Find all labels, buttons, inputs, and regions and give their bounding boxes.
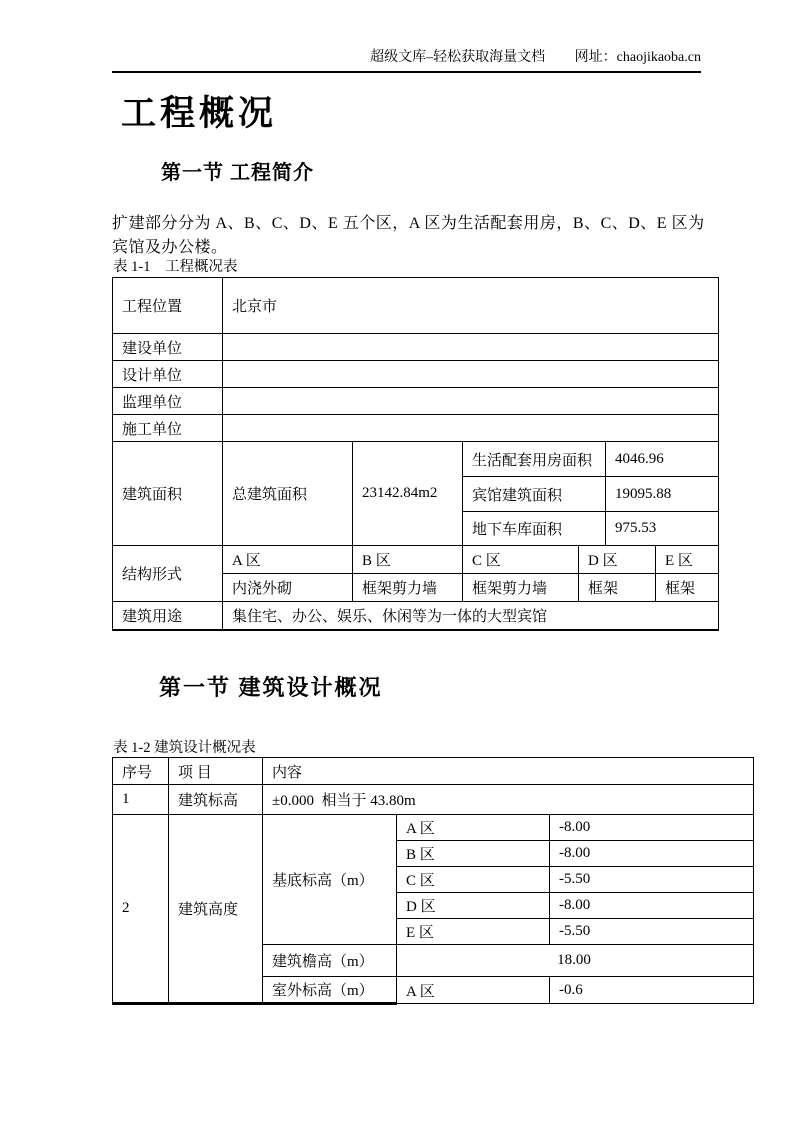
section1-heading: 第一节 工程简介 [161, 162, 314, 184]
cell-row1-no: 1 [113, 785, 169, 815]
page-header [112, 46, 701, 73]
table-row [113, 278, 719, 334]
cell-base-value-b: -8.00 [550, 841, 754, 867]
cell-total-area-value: 23142.84m2 [353, 442, 463, 546]
cell-base-elevation-label: 基底标高（m） [263, 815, 397, 945]
cell-subarea-garage-value: 975.53 [606, 512, 719, 546]
table-row [113, 442, 719, 477]
project-overview-table [112, 277, 719, 631]
design-overview-table [112, 757, 754, 1005]
table-row [113, 388, 719, 415]
cell-header-no: 序号 [113, 758, 169, 785]
cell-row1-item: 建筑标高 [169, 785, 263, 815]
cell-outdoor-zone-a: A 区 [397, 977, 550, 1004]
table-row [113, 785, 754, 815]
cell-supervision-unit-label: 监理单位 [113, 388, 223, 415]
cell-usage-label: 建筑用途 [113, 602, 223, 630]
table1-caption: 表 1-1 工程概况表 [113, 259, 238, 275]
cell-zone-a: A 区 [223, 546, 353, 574]
cell-location-value: 北京市 [223, 278, 719, 334]
cell-subarea-hotel-value: 19095.88 [606, 477, 719, 512]
cell-supervision-unit-value [223, 388, 719, 415]
cell-eave-height-label: 建筑檐高（m） [263, 945, 397, 977]
cell-structure-a: 内浇外砌 [223, 574, 353, 602]
cell-outdoor-value-a: -0.6 [550, 977, 754, 1004]
cell-base-zone-a: A 区 [397, 815, 550, 841]
cell-base-value-c: -5.50 [550, 867, 754, 893]
cell-location-label: 工程位置 [113, 278, 223, 334]
cell-header-content: 内容 [263, 758, 754, 785]
cell-structure-b: 框架剪力墙 [353, 574, 463, 602]
cell-row2-no: 2 [113, 815, 169, 1004]
cell-design-unit-value [223, 361, 719, 388]
intro-paragraph: 扩建部分分为 A、B、C、D、E 五个区，A 区为生活配套用房，B、C、D、E 区为宾馆及办公楼。 [112, 215, 705, 256]
cell-structure-e: 框架 [656, 574, 719, 602]
cell-eave-height-value: 18.00 [397, 945, 754, 977]
cell-subarea-living-label: 生活配套用房面积 [463, 442, 606, 477]
cell-base-zone-d: D 区 [397, 893, 550, 919]
header-site-name: 超级文库–轻松获取海量文档 [370, 50, 546, 65]
cell-base-zone-c: C 区 [397, 867, 550, 893]
cell-area-label: 建筑面积 [113, 442, 223, 546]
cell-design-unit-label: 设计单位 [113, 361, 223, 388]
cell-builder-unit-value [223, 415, 719, 442]
cell-usage-value: 集住宅、办公、娱乐、休闲等为一体的大型宾馆 [223, 602, 719, 630]
cell-zone-d: D 区 [579, 546, 656, 574]
cell-row1-content: ±0.000 相当于 43.80m [263, 785, 754, 815]
cell-zone-e: E 区 [656, 546, 719, 574]
cell-base-value-a: -8.00 [550, 815, 754, 841]
doc-title: 工程概况 [121, 94, 278, 133]
cell-subarea-living-value: 4046.96 [606, 442, 719, 477]
cell-zone-c: C 区 [463, 546, 579, 574]
cell-zone-b: B 区 [353, 546, 463, 574]
cell-subarea-garage-label: 地下车库面积 [463, 512, 606, 546]
cell-outdoor-elevation-label: 室外标高（m） [263, 977, 397, 1004]
table-row [113, 546, 719, 574]
cell-structure-label: 结构形式 [113, 546, 223, 602]
table2-caption: 表 1-2 建筑设计概况表 [113, 740, 256, 756]
table-row [113, 334, 719, 361]
cell-base-zone-e: E 区 [397, 919, 550, 945]
cell-header-item: 项 目 [169, 758, 263, 785]
section2-heading: 第一节 建筑设计概况 [159, 675, 383, 700]
cell-total-area-label: 总建筑面积 [223, 442, 353, 546]
header-site-url: 网址：chaojikaoba.cn [574, 50, 701, 65]
cell-construction-unit-label: 建设单位 [113, 334, 223, 361]
cell-construction-unit-value [223, 334, 719, 361]
cell-builder-unit-label: 施工单位 [113, 415, 223, 442]
table-row [113, 758, 754, 785]
cell-base-zone-b: B 区 [397, 841, 550, 867]
table-row [113, 815, 754, 841]
cell-structure-d: 框架 [579, 574, 656, 602]
table-row [113, 415, 719, 442]
cell-structure-c: 框架剪力墙 [463, 574, 579, 602]
cell-base-value-d: -8.00 [550, 893, 754, 919]
table-row [113, 361, 719, 388]
cell-base-value-e: -5.50 [550, 919, 754, 945]
table-row [113, 602, 719, 630]
cell-row2-item: 建筑高度 [169, 815, 263, 1004]
cell-subarea-hotel-label: 宾馆建筑面积 [463, 477, 606, 512]
